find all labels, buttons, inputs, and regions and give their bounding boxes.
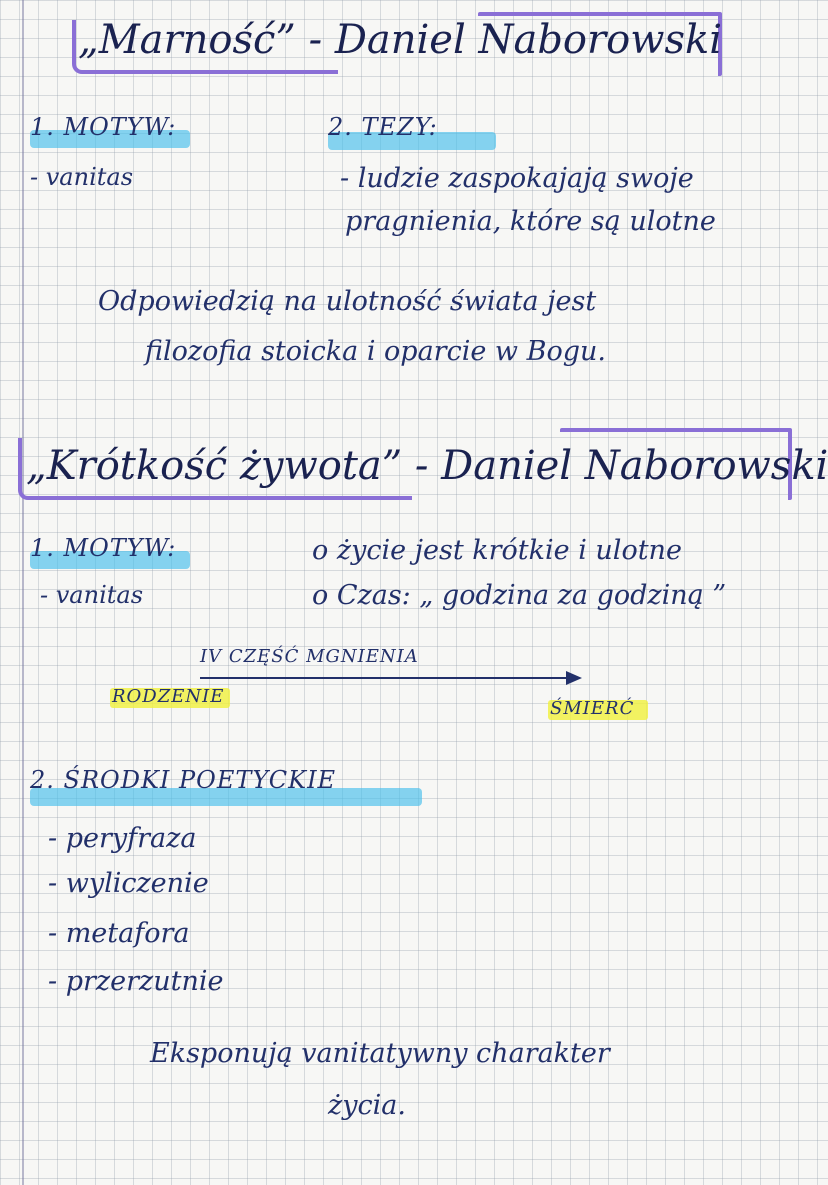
srodek-item-wyliczenie: - wyliczenie [48, 868, 209, 899]
heading-tezy: 2. TEZY: [328, 113, 438, 141]
summary-line-1: Eksponują vanitatywny charakter [150, 1038, 610, 1069]
conclusion-line-2: filozofia stoicka i oparcie w Bogu. [145, 336, 606, 367]
arrow-right-icon [566, 671, 582, 685]
srodek-item-przerzutnie: - przerzutnie [48, 966, 224, 997]
timeline-start: RODZENIE [112, 686, 225, 707]
heading-motyw-2: 1. MOTYW: [30, 534, 177, 562]
summary-line-2: życia. [328, 1090, 406, 1121]
timeline-arrow-line [200, 677, 570, 679]
title-krotkosc-zywota: „Krótkość żywota” - Daniel Naborowski [26, 443, 828, 489]
conclusion-line-1: Odpowiedzią na ulotność świata jest [98, 286, 597, 317]
bullet-czas: o Czas: „ godzina za godziną ” [312, 580, 727, 611]
srodek-item-peryfraza: - peryfraza [48, 823, 197, 854]
srodek-item-metafora: - metafora [48, 918, 190, 949]
tezy-line-1: - ludzie zaspokajają swoje [340, 163, 694, 194]
tezy-line-2: pragnienia, które są ulotne [345, 206, 716, 237]
notebook-margin-line [22, 0, 24, 1185]
timeline-label: IV CZĘŚĆ MGNIENIA [200, 646, 419, 667]
motyw-item-1: - vanitas [30, 163, 134, 191]
motyw-item-2: - vanitas [40, 581, 144, 609]
heading-srodki-poetyckie: 2. ŚRODKI POETYCKIE [30, 766, 337, 794]
title-marnosc: „Marność” - Daniel Naborowski [78, 17, 723, 63]
bullet-zycie: o życie jest krótkie i ulotne [312, 535, 682, 566]
timeline-end: ŚMIERĆ [550, 698, 635, 719]
heading-motyw-1: 1. MOTYW: [30, 113, 177, 141]
